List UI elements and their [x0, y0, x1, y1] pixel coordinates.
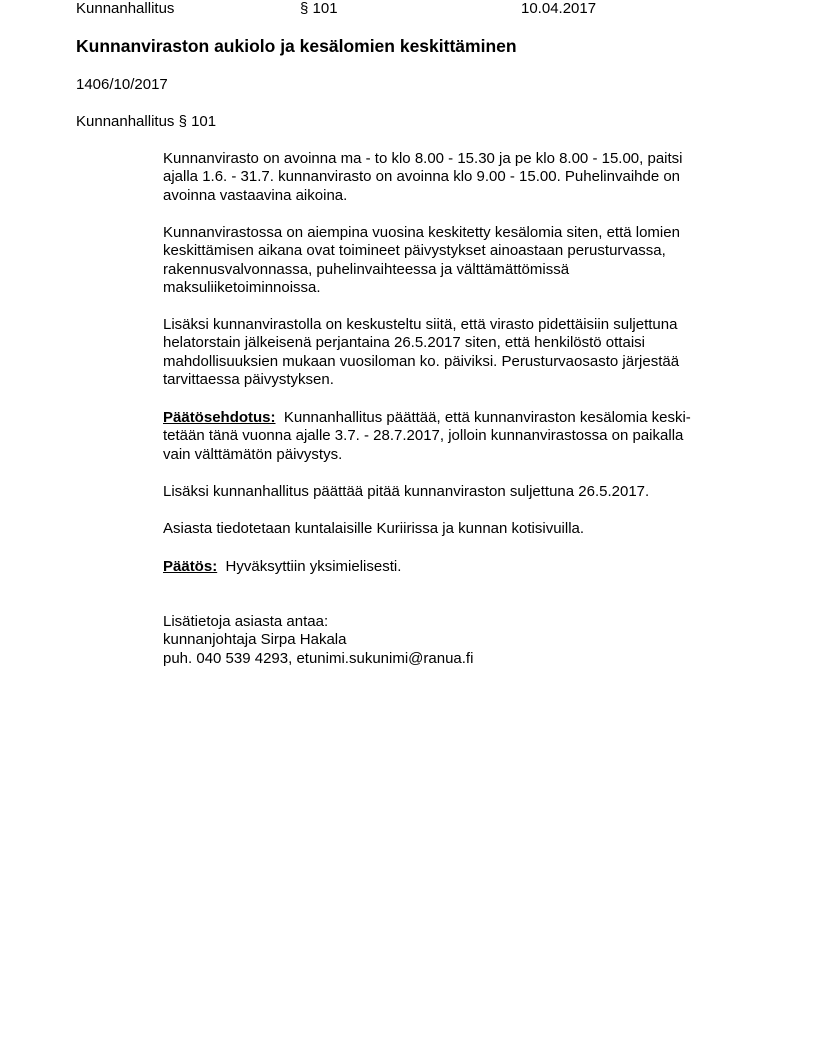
paragraph-closure-discussion [163, 316, 679, 390]
document-title: Kunnanviraston aukiolo ja kesälomien keskittäminen [76, 36, 517, 56]
text-line: Lisätietoja asiasta antaa: [163, 613, 329, 630]
text-line: tetään tänä vuonna ajalle 3.7. - 28.7.2017, jolloin kunnanvirastossa on paikalla [163, 427, 684, 445]
text-line: Lisäksi kunnanvirastolla on keskusteltu siitä, että virasto pidettäisiin suljettuna [163, 316, 678, 333]
text-line: vain välttämätön päivystys. [163, 445, 343, 463]
contact-info [163, 613, 473, 668]
paragraph-previous-years [163, 224, 680, 298]
text-line: maksuliiketoiminnoissa. [163, 279, 321, 297]
proposal-paragraph [163, 409, 691, 464]
decision-paragraph [163, 558, 401, 576]
header-body: Kunnanhallitus [76, 0, 175, 17]
header-section: § 101 [300, 0, 338, 17]
text-line: puh. 040 539 4293, etunimi.sukunimi@ranua.fi [163, 649, 474, 667]
text-line: tarvittaessa päivystyksen. [163, 371, 334, 389]
meeting-reference: Kunnanhallitus § 101 [76, 113, 217, 130]
text-line: keskittämisen aikana ovat toimineet päivystykset ainoastaan perusturvassa, [163, 242, 666, 260]
text-line: kunnanjohtaja Sirpa Hakala [163, 631, 347, 649]
text-line: avoinna vastaavina aikoina. [163, 186, 348, 204]
text-line: mahdollisuuksien mukaan vuosiloman ko. päiviksi. Perusturvaosasto järjestää [163, 352, 680, 370]
paragraph-opening-hours [163, 150, 683, 205]
text-line: Kunnanhallitus päättää, että kunnanviraston kesälomia keski- [283, 409, 691, 426]
paragraph-closure-decision: Lisäksi kunnanhallitus päättää pitää kunnanviraston suljettuna 26.5.2017. [163, 483, 650, 500]
text-line: rakennusvalvonnassa, puhelinvaihteessa ja välttämättömissä [163, 260, 570, 278]
text-line: Kunnanvirasto on avoinna ma - to klo 8.00 - 15.30 ja pe klo 8.00 - 15.00, paitsi [163, 150, 683, 167]
decision-label: Päätös: [163, 558, 218, 575]
decision-text: Hyväksyttiin yksimielisesti. [225, 558, 402, 575]
text-line: ajalla 1.6. - 31.7. kunnanvirasto on avoinna klo 9.00 - 15.00. Puhelinvaihde on [163, 168, 681, 186]
header-date: 10.04.2017 [521, 0, 597, 17]
proposal-label: Päätösehdotus: [163, 409, 276, 426]
text-line: helatorstain jälkeisenä perjantaina 26.5.2017 siten, että henkilöstö ottaisi [163, 334, 645, 352]
paragraph-information: Asiasta tiedotetaan kuntalaisille Kuriirissa ja kunnan kotisivuilla. [163, 520, 585, 537]
case-number: 1406/10/2017 [76, 76, 168, 93]
text-line: Kunnanvirastossa on aiempina vuosina keskitetty kesälomia siten, että lomien [163, 224, 680, 241]
